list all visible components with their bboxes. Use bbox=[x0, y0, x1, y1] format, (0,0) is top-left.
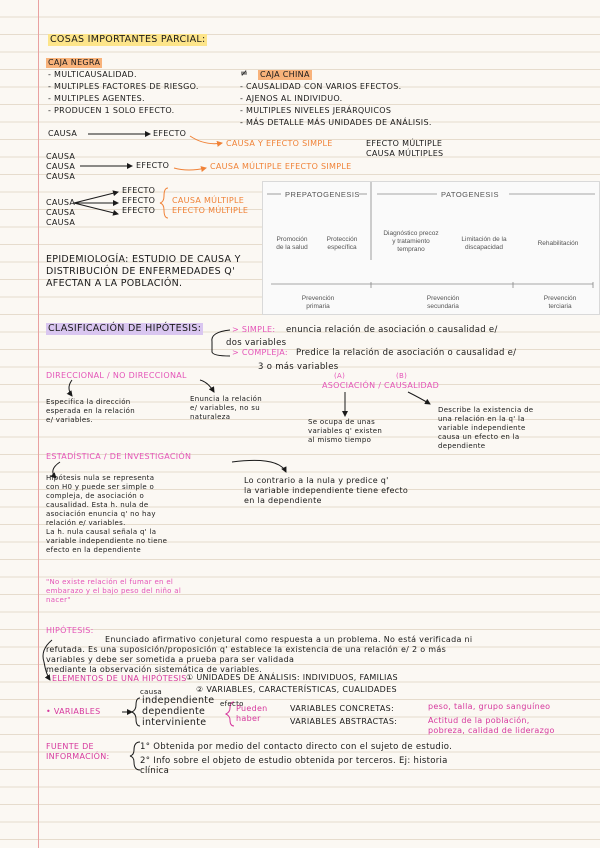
arrow-multi-3 bbox=[74, 203, 118, 214]
arrow-efecto-simple bbox=[190, 136, 222, 144]
asociacion-b: (B) bbox=[396, 372, 408, 380]
fuente-label: FUENTE DE INFORMACIÓN: bbox=[46, 742, 110, 761]
prevention-secundaria: Prevención secundaria bbox=[426, 295, 460, 310]
variables-efecto-note: efecto bbox=[220, 700, 244, 708]
variables-pueden: Pueden haber bbox=[236, 704, 268, 723]
direccional-heading: DIRECCIONAL / NO DIRECCIONAL bbox=[46, 371, 187, 380]
estadistica-heading: ESTADÍSTICA / DE INVESTIGACIÓN bbox=[46, 452, 192, 461]
model1-efecto: EFECTO bbox=[153, 129, 187, 138]
elementos-item-2: ② VARIABLES, CARACTERÍSTICAS, CUALIDADES bbox=[196, 685, 397, 694]
model3-label: CAUSA MÚLTIPLE EFECTO MÚLTIPLE bbox=[172, 196, 249, 215]
simple-text-2: dos variables bbox=[226, 338, 287, 348]
prevention-primaria: Prevención primaria bbox=[301, 295, 335, 310]
variables-concretas-label: VARIABLES CONCRETAS: bbox=[290, 704, 395, 713]
model2-efecto: EFECTO bbox=[136, 161, 170, 170]
brace-multi bbox=[160, 188, 168, 218]
arrow-asoc-b bbox=[408, 392, 430, 404]
epidemiologia-definition: EPIDEMIOLOGÍA: ESTUDIO DE CAUSA Y DISTRIBUCIÓN DE ENFERMEDADES Q' AFECTAN A LA POBLACIÓN. bbox=[46, 254, 241, 289]
estadistica-left: Hipótesis nula se representa con H0 y puede ser simple o compleja, de asociación o causalidad. Esta h. nula de asociación enuncia q' no hay relación e/ variables. La h. nula causal señala q' la variable independiente no tiene efecto en la dependiente bbox=[46, 474, 168, 554]
prevention-levels-figure bbox=[262, 181, 600, 315]
direccional-right: Enuncia la relación e/ variables, no su naturaleza bbox=[190, 395, 262, 421]
simple-text: enuncia relación de asociación o causalidad e/ bbox=[286, 325, 498, 335]
arrow-dir-left bbox=[69, 380, 72, 396]
caja-china-item: - MÁS DETALLE MÁS UNIDADES DE ANÁLISIS. bbox=[240, 118, 432, 127]
prevention-terciaria: Prevención terciaria bbox=[543, 295, 577, 310]
variables-concretas-examples: peso, talla, grupo sanguíneo bbox=[428, 702, 551, 711]
brace-fuente bbox=[130, 742, 140, 770]
model3-efectos: EFECTO EFECTO EFECTO bbox=[122, 186, 156, 215]
brace-variables bbox=[132, 698, 140, 726]
compleja-text: Predice la relación de asociación o causalidad e/ bbox=[296, 348, 517, 358]
fuente-item-2: 2° Info sobre el objeto de estudio obtenida por terceros. Ej: historia clínica bbox=[140, 756, 448, 776]
simple-label: > SIMPLE: bbox=[232, 325, 276, 334]
model1-far-label: EFECTO MÚLTIPLE CAUSA MÚLTIPLES bbox=[366, 139, 444, 158]
caja-china-item: - CAUSALIDAD CON VARIOS EFECTOS. bbox=[240, 82, 402, 91]
patogenesis-label: PATOGENESIS bbox=[441, 190, 500, 199]
model1-label: CAUSA Y EFECTO SIMPLE bbox=[226, 139, 333, 148]
stage-diagnostico: Diagnóstico precoz y tratamiento temprano bbox=[383, 230, 439, 253]
fuente-item-1: 1° Obtenida por medio del contacto directo con el sujeto de estudio. bbox=[140, 742, 453, 752]
stage-rehabilitacion: Rehabilitación bbox=[537, 240, 579, 247]
caja-negra-item: - MULTIPLES AGENTES. bbox=[48, 94, 145, 103]
stage-limitacion: Limitación de la discapacidad bbox=[461, 236, 507, 251]
model1-causa: CAUSA bbox=[48, 129, 78, 138]
variables-types: independiente dependiente interviniente bbox=[142, 695, 215, 728]
asociacion-left: Se ocupa de unas variables q' existen al mismo tiempo bbox=[308, 418, 383, 444]
caja-china-item: - MULTIPLES NIVELES JERÁRQUICOS bbox=[240, 106, 392, 115]
estadistica-example: "No existe relación el fumar en el embarazo y el bajo peso del niño al nacer" bbox=[46, 578, 182, 604]
estadistica-right: Lo contrario a la nula y predice q' la variable independiente tiene efecto en la dependiente bbox=[244, 476, 409, 505]
stage-promocion: Promoción de la salud bbox=[276, 236, 308, 251]
arrow-est-right bbox=[232, 460, 286, 472]
model3-causas: CAUSA CAUSA CAUSA bbox=[46, 198, 76, 227]
page-title: COSAS IMPORTANTES PARCIAL: bbox=[50, 34, 206, 45]
asociacion-a: (A) bbox=[334, 372, 346, 380]
arrow-dir-right bbox=[200, 380, 214, 392]
prepatogenesis-label: PREPATOGENESIS bbox=[285, 190, 360, 199]
hipotesis-label: HIPÓTESIS: bbox=[46, 626, 94, 635]
arrow-multi-1 bbox=[74, 192, 118, 203]
caja-negra-item: - MULTICAUSALIDAD. bbox=[48, 70, 137, 79]
hipotesis-text: Enunciado afirmativo conjetural como respuesta a un problema. No está verificada ni refutada. Es una suposición/proposición q' establece la existencia de una relación e/ 2 o más variables y debe ser sometida a prueba para ser validada mediante la observación sistemática de variables. bbox=[46, 635, 473, 674]
compleja-label: > COMPLEJA: bbox=[232, 348, 288, 357]
stage-proteccion: Protección específica bbox=[326, 236, 358, 251]
caja-china-item: - AJENOS AL INDIVIDUO. bbox=[240, 94, 343, 103]
caja-negra-heading: CAJA NEGRA bbox=[48, 58, 101, 67]
variables-abstractas-examples: Actitud de la población, pobreza, calidad de liderazgo bbox=[428, 716, 555, 735]
variables-causa-note: causa bbox=[140, 688, 163, 696]
clasificacion-heading: CLASIFICACIÓN DE HIPÓTESIS: bbox=[48, 323, 202, 334]
arrow-efecto-multiple bbox=[174, 168, 206, 170]
direccional-left: Especifica la dirección esperada en la relación e/ variables. bbox=[46, 398, 135, 424]
elementos-item-1: ① UNIDADES DE ANÁLISIS: INDIVIDUOS, FAMILIAS bbox=[186, 673, 398, 682]
caja-negra-item: - PRODUCEN 1 SOLO EFECTO. bbox=[48, 106, 175, 115]
variables-abstractas-label: VARIABLES ABSTRACTAS: bbox=[290, 717, 398, 726]
not-equal-symbol: ≠ bbox=[240, 68, 249, 79]
model2-causas: CAUSA CAUSA CAUSA bbox=[46, 152, 76, 181]
caja-china-heading: CAJA CHINA bbox=[260, 70, 310, 79]
asociacion-heading: ASOCIACIÓN / CAUSALIDAD bbox=[322, 381, 440, 390]
model2-label: CAUSA MÚLTIPLE EFECTO SIMPLE bbox=[210, 162, 352, 171]
asociacion-right: Describe la existencia de una relación en la q' la variable independiente causa un efecto en la dependiente bbox=[438, 406, 534, 450]
variables-label: • VARIABLES bbox=[46, 707, 101, 716]
caja-negra-item: - MULTIPLES FACTORES DE RIESGO. bbox=[48, 82, 199, 91]
compleja-text-2: 3 o más variables bbox=[258, 362, 339, 372]
elementos-label: ELEMENTOS DE UNA HIPÓTESIS bbox=[52, 674, 187, 683]
